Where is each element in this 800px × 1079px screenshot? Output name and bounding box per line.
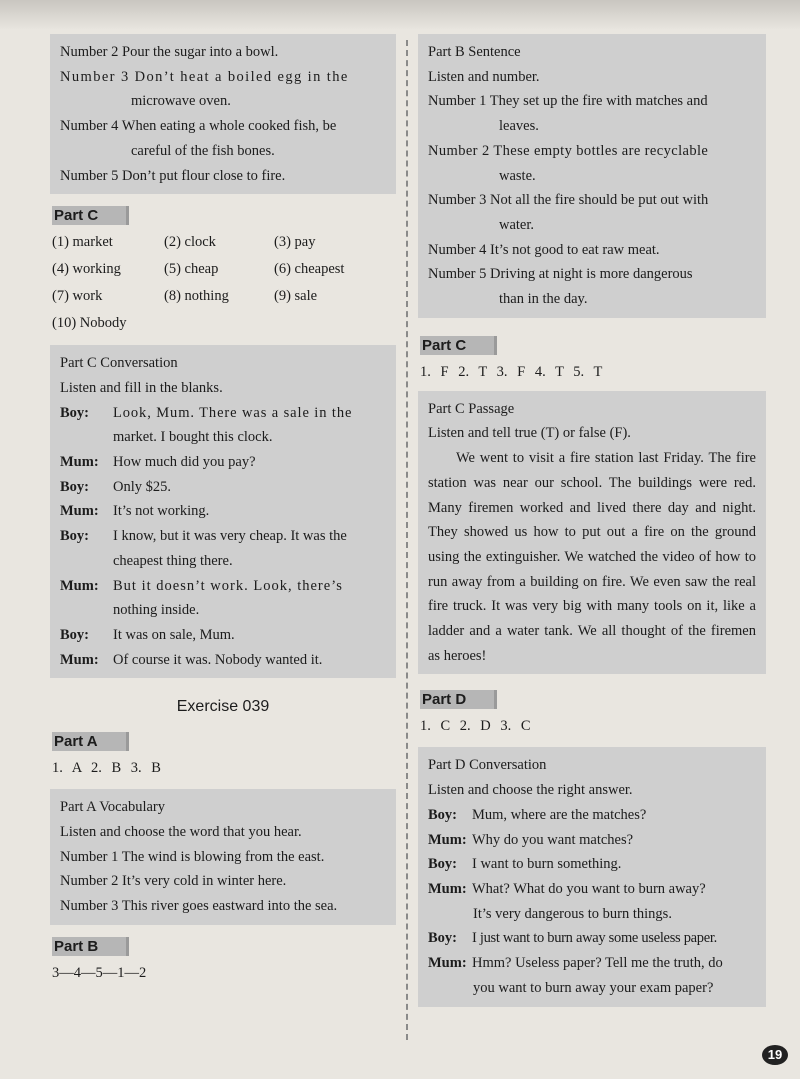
dialogue-text: Of course it was. Nobody wanted it. bbox=[113, 651, 323, 668]
dialogue-line bbox=[60, 648, 386, 673]
answer-item: (6) cheapest bbox=[274, 261, 345, 278]
dialogue-line bbox=[60, 475, 386, 500]
speaker: Boy: bbox=[428, 930, 457, 947]
part-a-answers: 1. A 2. B 3. B bbox=[52, 760, 161, 777]
part-a-heading: Part A bbox=[52, 732, 129, 751]
answer-item: (8) nothing bbox=[164, 288, 229, 305]
speaker: Mum: bbox=[60, 577, 99, 594]
dialogue-line bbox=[428, 803, 756, 828]
script-title: Part A Vocabulary bbox=[60, 799, 165, 816]
conversation-script-box bbox=[50, 345, 396, 678]
script-line: Number 4 When eating a whole cooked fish, be bbox=[60, 118, 337, 135]
page-top-shadow bbox=[0, 0, 800, 30]
script-line: Number 2 Pour the sugar into a bowl. bbox=[60, 44, 279, 60]
dialogue-text: But it doesn’t work. Look, there’s bbox=[113, 577, 343, 594]
script-title: Part C Passage bbox=[428, 400, 515, 417]
script-instruction: Listen and number. bbox=[428, 68, 540, 85]
answer-item: (1) market bbox=[52, 234, 113, 251]
speaker: Boy: bbox=[60, 404, 89, 421]
part-d-heading: Part D bbox=[420, 690, 497, 709]
dialogue-text: It was on sale, Mum. bbox=[113, 626, 235, 643]
dialogue-continuation: you want to burn away your exam paper? bbox=[473, 979, 714, 996]
script-line: Number 3 This river goes eastward into the sea. bbox=[60, 898, 338, 915]
script-continuation: water. bbox=[499, 216, 535, 233]
exercise-title: Exercise 039 bbox=[176, 698, 270, 716]
answer-item: (7) work bbox=[52, 288, 103, 305]
vocabulary-script-box bbox=[50, 789, 396, 925]
script-line: Number 3 Not all the fire should be put out with bbox=[428, 192, 709, 209]
page-number: 19 bbox=[762, 1045, 788, 1065]
dialogue-line bbox=[428, 951, 756, 976]
column-divider bbox=[406, 40, 408, 1040]
script-title: Part D Conversation bbox=[428, 757, 547, 774]
dialogue-line bbox=[60, 499, 386, 524]
speaker: Mum: bbox=[428, 955, 467, 972]
dialogue-text: Only $25. bbox=[113, 478, 171, 495]
dialogue-text: What? What do you want to burn away? bbox=[472, 880, 706, 897]
dialogue-text: I just want to burn away some useless paper. bbox=[472, 930, 717, 947]
right-column bbox=[418, 34, 766, 1015]
script-line: careful of the fish bones. bbox=[131, 142, 275, 159]
script-line: Number 5 Driving at night is more dangerous bbox=[428, 266, 693, 283]
script-instruction: Listen and choose the word that you hear. bbox=[60, 824, 302, 841]
script-continuation: leaves. bbox=[499, 118, 539, 135]
passage-text: We went to visit a fire station last Friday. The fire station was near our school. The buildings were red. Many firemen worked and lived there day and night. They showed us how to put out a fire on the ground using the extinguisher. We watched the video of how to run away from a building on fire. We even saw the real fire truck. It was very big with many tools on it, like a ladder and a water tank. We all thought of the firemen as heroes! bbox=[428, 450, 756, 664]
sentence-script-box bbox=[418, 34, 766, 318]
part-b-answers: 3—4—5—1—2 bbox=[52, 964, 147, 981]
speaker: Boy: bbox=[60, 478, 89, 495]
script-title: Part C Conversation bbox=[60, 355, 178, 372]
dialogue-text: How much did you pay? bbox=[113, 454, 256, 471]
dialogue-line bbox=[428, 877, 756, 902]
dialogue-text: It’s not working. bbox=[113, 503, 210, 520]
answer-item: (4) working bbox=[52, 261, 121, 278]
dialogue-text: I want to burn something. bbox=[472, 856, 622, 873]
dialogue-line bbox=[428, 852, 756, 877]
speaker: Mum: bbox=[428, 880, 467, 897]
part-b-heading: Part B bbox=[52, 937, 129, 956]
dialogue-line bbox=[428, 828, 756, 853]
dialogue-continuation: nothing inside. bbox=[113, 602, 200, 619]
script-line: microwave oven. bbox=[131, 93, 231, 110]
speaker: Mum: bbox=[60, 454, 99, 471]
speaker: Boy: bbox=[60, 528, 89, 545]
dialogue-text: I know, but it was very cheap. It was the bbox=[113, 528, 347, 545]
dialogue-line bbox=[428, 926, 756, 951]
script-line: Number 5 Don’t put flour close to fire. bbox=[60, 167, 286, 184]
conversation-script-box bbox=[418, 747, 766, 1006]
speaker: Boy: bbox=[428, 806, 457, 823]
dialogue-line bbox=[60, 574, 386, 599]
part-c-answers: 1. F 2. T 3. F 4. T 5. T bbox=[420, 363, 603, 380]
speaker: Boy: bbox=[60, 626, 89, 643]
answer-item: (9) sale bbox=[274, 288, 318, 305]
passage-script-box bbox=[418, 391, 766, 675]
dialogue-text: Why do you want matches? bbox=[472, 831, 634, 848]
dialogue-line bbox=[60, 524, 386, 549]
sentence-script-box bbox=[50, 34, 396, 194]
script-continuation: waste. bbox=[499, 167, 536, 184]
script-title: Part B Sentence bbox=[428, 44, 521, 60]
dialogue-continuation: It’s very dangerous to burn things. bbox=[473, 905, 672, 922]
script-line: Number 3 Don’t heat a boiled egg in the bbox=[60, 68, 349, 85]
part-d-answers: 1. C 2. D 3. C bbox=[420, 718, 531, 735]
dialogue-text: Look, Mum. There was a sale in the bbox=[113, 404, 353, 421]
script-line: Number 2 It’s very cold in winter here. bbox=[60, 873, 287, 890]
left-column bbox=[50, 34, 396, 986]
part-c-heading: Part C bbox=[52, 206, 129, 225]
speaker: Mum: bbox=[60, 651, 99, 668]
dialogue-continuation: cheapest thing there. bbox=[113, 552, 233, 569]
dialogue-text: Hmm? Useless paper? Tell me the truth, do bbox=[472, 955, 723, 972]
dialogue-line bbox=[60, 401, 386, 426]
dialogue-continuation: market. I bought this clock. bbox=[113, 429, 273, 446]
script-continuation: than in the day. bbox=[499, 291, 588, 308]
part-c-heading: Part C bbox=[420, 336, 497, 355]
dialogue-line bbox=[60, 450, 386, 475]
answer-item: (3) pay bbox=[274, 234, 316, 251]
script-instruction: Listen and choose the right answer. bbox=[428, 782, 633, 799]
dialogue-line bbox=[60, 623, 386, 648]
dialogue-text: Mum, where are the matches? bbox=[472, 806, 647, 823]
speaker: Mum: bbox=[428, 831, 467, 848]
speaker: Mum: bbox=[60, 503, 99, 520]
answer-item: (2) clock bbox=[164, 234, 216, 251]
part-c-answers bbox=[50, 229, 396, 337]
script-instruction: Listen and fill in the blanks. bbox=[60, 379, 223, 396]
script-line: Number 2 These empty bottles are recyclable bbox=[428, 142, 709, 159]
script-line: Number 4 It’s not good to eat raw meat. bbox=[428, 241, 660, 258]
speaker: Boy: bbox=[428, 856, 457, 873]
answer-item: (5) cheap bbox=[164, 261, 219, 278]
script-instruction: Listen and tell true (T) or false (F). bbox=[428, 425, 631, 442]
script-line: Number 1 The wind is blowing from the east. bbox=[60, 848, 325, 865]
script-line: Number 1 They set up the fire with matches and bbox=[428, 93, 708, 110]
answer-item: (10) Nobody bbox=[52, 315, 127, 332]
